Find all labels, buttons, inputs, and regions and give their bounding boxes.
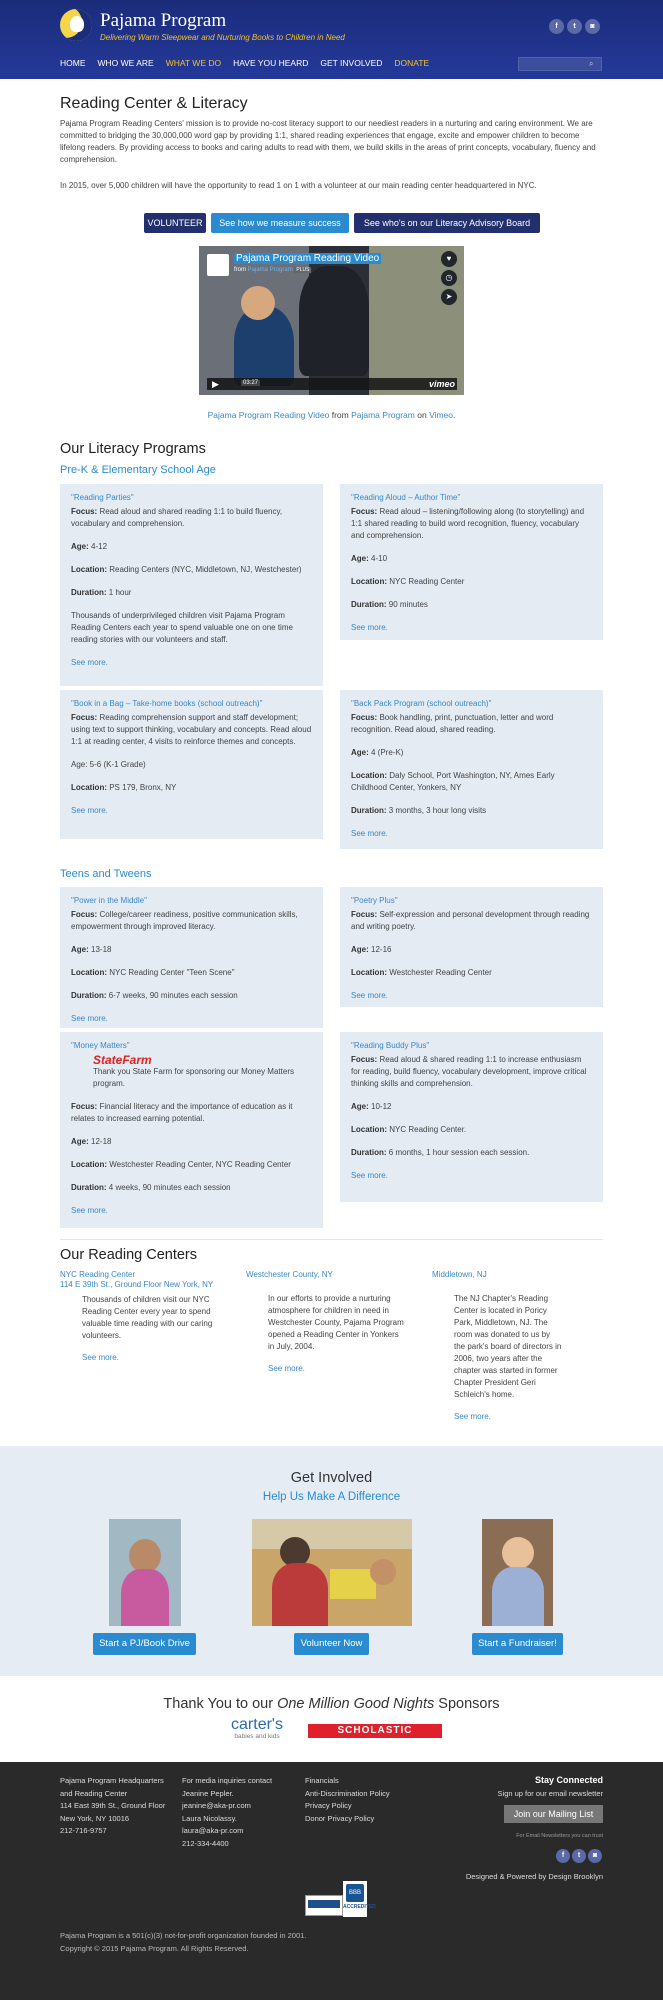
see-more-link[interactable]: See more. xyxy=(454,1412,491,1421)
facebook-icon[interactable]: f xyxy=(556,1849,570,1863)
charity-navigator-badge[interactable] xyxy=(305,1895,343,1916)
program-location: Location: NYC Reading Center "Teen Scene" xyxy=(71,968,235,977)
program-age: Age: 12-18 xyxy=(71,1137,112,1146)
center-middletown xyxy=(432,1270,612,1423)
instagram-icon[interactable]: ◙ xyxy=(588,1849,602,1863)
program-focus: Focus: College/career readiness, positive communication skills, empowerment through improved literacy. xyxy=(71,910,298,931)
program-age: Age: 4 (Pre-K) xyxy=(351,748,404,757)
photo-boy-in-pajamas xyxy=(482,1519,553,1626)
photo-volunteer-reading xyxy=(252,1519,412,1626)
see-more-link[interactable]: See more. xyxy=(351,829,388,838)
program-duration: Duration: 90 minutes xyxy=(351,600,428,609)
program-card-reading-aloud xyxy=(340,484,603,640)
center-name[interactable]: NYC Reading Center xyxy=(60,1270,136,1279)
program-focus: Focus: Read aloud – listening/following along (to storytelling) and 1:1 shared reading to build word recognition, fluency, vocabulary and comprehension. xyxy=(351,507,585,540)
volunteer-button[interactable]: VOLUNTEER xyxy=(144,213,206,233)
program-title[interactable]: "Reading Parties" xyxy=(71,493,134,502)
program-focus: Focus: Book handling, print, punctuation, letter and word recognition. Read aloud, shared reading. xyxy=(351,713,554,734)
center-description: Thousands of children visit our NYC Reading Center every year to spend valuable time reading with our caring volunteers. xyxy=(82,1295,213,1340)
program-focus: Focus: Read aloud & shared reading 1:1 to increase enthusiasm for reading, build fluency, vocabulary development, improve critical thinking skills and comprehension. xyxy=(351,1055,587,1088)
program-title[interactable]: "Reading Buddy Plus" xyxy=(351,1041,430,1050)
see-more-link[interactable]: See more. xyxy=(351,991,388,1000)
bbb-badge[interactable]: BBB ACCREDITED xyxy=(343,1881,367,1917)
program-duration: Duration: 6-7 weeks, 90 minutes each session xyxy=(71,991,238,1000)
prek-subtitle: Pre-K & Elementary School Age xyxy=(60,464,216,476)
nav-what-we-do[interactable]: WHAT WE DO xyxy=(165,58,222,68)
footer-policies xyxy=(305,1775,390,1825)
site-tagline: Delivering Warm Sleepwear and Nurturing Books to Children in Need xyxy=(100,33,345,42)
centers-title: Our Reading Centers xyxy=(60,1247,198,1263)
see-more-link[interactable]: See more. xyxy=(71,806,108,815)
caption-end: . xyxy=(453,410,456,420)
anti-discrimination-link[interactable]: Anti-Discrimination Policy xyxy=(305,1788,390,1798)
center-name[interactable]: Westchester County, NY xyxy=(246,1270,333,1279)
program-extra: Thousands of underprivileged children visit Pajama Program Reading Centers each year to spend valuable one on one time reading stories with our volunteers and staff. xyxy=(71,611,293,644)
program-card-reading-buddy-plus xyxy=(340,1032,603,1202)
center-description: In our efforts to provide a nurturing atmosphere for children in need in Westchester County, Pajama Program opened a Reading Center in Yonkers in July, 2004. xyxy=(268,1294,404,1351)
program-card-back-pack xyxy=(340,690,603,849)
join-mailing-list-button[interactable]: Join our Mailing List xyxy=(504,1805,603,1823)
footer-address: Pajama Program Headquarters and Reading Center 114 East 39th St., Ground Floor New York, NY 10016 212-716-9757 xyxy=(60,1776,166,1835)
center-nyc xyxy=(60,1270,240,1364)
video-child-head xyxy=(241,286,275,320)
caption-video-link[interactable]: Pajama Program Reading Video xyxy=(207,410,330,420)
caption-owner-link[interactable]: Pajama Program xyxy=(351,410,415,420)
see-more-link[interactable]: See more. xyxy=(71,658,108,667)
designed-by-credit[interactable]: Designed & Powered by Design Brooklyn xyxy=(465,1872,603,1881)
video-from-label: from xyxy=(234,267,246,273)
heart-icon[interactable]: ♥ xyxy=(441,251,457,267)
program-card-money-matters xyxy=(60,1032,323,1228)
program-focus: Focus: Financial literacy and the importance of education as it relates to increased earning potential. xyxy=(71,1102,293,1123)
program-duration: Duration: 1 hour xyxy=(71,588,132,597)
video-channel-logo[interactable] xyxy=(207,254,229,276)
program-age: Age: 10-12 xyxy=(351,1102,392,1111)
teens-subtitle: Teens and Tweens xyxy=(60,868,152,880)
footer-media-contacts: For media inquiries contact Jeanine Pepler. jeanine@aka-pr.com Laura Nicolassy. laura@aka-pr.com 212-334-4400 xyxy=(182,1776,273,1848)
start-fundraiser-button[interactable]: Start a Fundraiser! xyxy=(472,1633,563,1655)
video-title[interactable]: Pajama Program Reading Video xyxy=(236,253,380,264)
sponsor-thanks: Thank you State Farm for sponsoring our Money Matters program. xyxy=(93,1067,294,1088)
program-title[interactable]: "Back Pack Program (school outreach)" xyxy=(351,699,492,708)
instagram-icon[interactable]: ◙ xyxy=(585,19,600,34)
financials-link[interactable]: Financials xyxy=(305,1776,339,1785)
program-location: Location: Reading Centers (NYC, Middletown, NJ, Westchester) xyxy=(71,565,302,574)
program-location: Location: NYC Reading Center xyxy=(351,577,465,586)
email-link[interactable]: laura@aka-pr.com xyxy=(182,1826,244,1835)
program-title[interactable]: "Poetry Plus" xyxy=(351,896,398,905)
program-location: Location: Daly School, Port Washington, NY, Ames Early Childhood Center, Yonkers, NY xyxy=(351,771,555,792)
caption-from: from xyxy=(329,410,352,420)
program-duration: Duration: 4 weeks, 90 minutes each session xyxy=(71,1183,231,1192)
get-involved-title: Get Involved xyxy=(290,1470,373,1486)
video-plus-badge: PLUS xyxy=(296,267,310,273)
twitter-icon[interactable]: t xyxy=(567,19,582,34)
program-card-book-in-a-bag xyxy=(60,690,323,839)
stay-connected-title: Stay Connected xyxy=(534,1775,603,1785)
main-nav xyxy=(60,55,429,71)
statefarm-logo[interactable]: StateFarm xyxy=(93,1053,152,1067)
program-age: Age: 4-12 xyxy=(71,542,108,551)
program-focus: Focus: Read aloud and shared reading 1:1 to build fluency, vocabulary and comprehension. xyxy=(71,507,283,528)
volunteer-now-button[interactable]: Volunteer Now xyxy=(294,1633,369,1655)
program-card-reading-parties xyxy=(60,484,323,686)
program-age: Age: 4-10 xyxy=(351,554,388,563)
vimeo-logo[interactable]: vimeo xyxy=(429,379,456,389)
nonprofit-notice: Pajama Program is a 501(c)(3) not-for-profit organization founded in 2001. xyxy=(60,1931,307,1940)
center-description: The NJ Chapter's Reading Center is located in Poricy Park, Middletown, NJ. The room was donated to us by the park's board of directors in 2006, two years after the chapter was started in former Chapter President Geri Schleich's home. xyxy=(454,1294,562,1399)
program-focus: Focus: Reading comprehension support and staff development; using text to support thinking, vocabulary and concepts. Read aloud 1:1 at reading center, 4 visits to reinforce themes and concepts. xyxy=(71,713,312,746)
center-name[interactable]: Middletown, NJ xyxy=(432,1270,487,1279)
program-focus: Focus: Self-expression and personal development through reading and writing poetry. xyxy=(351,910,590,931)
see-more-link[interactable]: See more. xyxy=(268,1364,305,1373)
share-icon[interactable]: ➤ xyxy=(441,289,457,305)
video-wall xyxy=(369,246,464,395)
get-involved-subtitle: Help Us Make A Difference xyxy=(262,1491,401,1503)
nav-home[interactable]: HOME xyxy=(60,58,86,68)
advisory-board-button[interactable]: See who's on our Literacy Advisory Board xyxy=(354,213,540,233)
video-byline xyxy=(234,267,311,273)
see-more-link[interactable]: See more. xyxy=(71,1014,108,1023)
program-title[interactable]: "Power in the Middle" xyxy=(71,896,147,905)
program-duration: Duration: 6 months, 1 hour session each session. xyxy=(351,1148,530,1157)
see-more-link[interactable]: See more. xyxy=(351,623,388,632)
caption-on: on xyxy=(414,410,430,420)
divider xyxy=(60,1239,603,1240)
center-westchester xyxy=(246,1270,426,1375)
email-link[interactable]: jeanine@aka-pr.com xyxy=(182,1801,251,1810)
twitter-icon[interactable]: t xyxy=(572,1849,586,1863)
video-time: 03:27 xyxy=(243,380,259,386)
program-age: Age: 13-18 xyxy=(71,945,112,954)
copyright-notice: Copyright © 2015 Pajama Program. All Rights Reserved. xyxy=(60,1944,249,1953)
measure-success-button[interactable]: See how we measure success xyxy=(211,213,349,233)
privacy-policy-link[interactable]: Privacy Policy xyxy=(305,1801,352,1810)
program-card-power-in-the-middle xyxy=(60,887,323,1028)
scholastic-logo[interactable]: SCHOLASTIC xyxy=(308,1724,442,1738)
search-icon[interactable]: ⌕ xyxy=(589,59,594,68)
donor-privacy-link[interactable]: Donor Privacy Policy xyxy=(305,1813,375,1823)
page-title: Reading Center & Literacy xyxy=(60,95,248,112)
newsletter-signup-text: Sign up for our email newsletter xyxy=(497,1789,603,1798)
facebook-icon[interactable]: f xyxy=(549,19,564,34)
see-more-link[interactable]: See more. xyxy=(351,1171,388,1180)
video-from-name[interactable]: Pajama Program xyxy=(247,267,293,273)
see-more-link[interactable]: See more. xyxy=(82,1353,119,1362)
video-controls xyxy=(207,378,457,390)
program-duration: Duration: 3 months, 3 hour long visits xyxy=(351,806,487,815)
caption-vimeo-link[interactable]: Vimeo xyxy=(429,410,454,420)
intro-paragraph-2: In 2015, over 5,000 children will have the opportunity to read 1 on 1 with a volunteer at our main reading center headquartered in NYC. xyxy=(60,181,537,190)
play-icon[interactable]: ▶ xyxy=(212,379,219,389)
program-age: Age: 5-6 (K-1 Grade) xyxy=(71,760,146,769)
pj-book-drive-button[interactable]: Start a PJ/Book Drive xyxy=(93,1633,196,1655)
photo-girl-with-pajamas xyxy=(109,1519,181,1626)
child-logo-icon xyxy=(70,16,84,32)
program-location: Location: Westchester Reading Center, NYC Reading Center xyxy=(71,1160,291,1169)
program-title[interactable]: "Book in a Bag – Take-home books (school outreach)" xyxy=(71,699,263,708)
clock-icon[interactable]: ◷ xyxy=(441,270,457,286)
nav-who-we-are[interactable]: WHO WE ARE xyxy=(97,58,154,68)
sponsors-title: Thank You to our One Million Good Nights Sponsors xyxy=(163,1696,500,1712)
program-age: Age: 12-16 xyxy=(351,945,392,954)
programs-title: Our Literacy Programs xyxy=(60,441,206,457)
program-title[interactable]: "Reading Aloud – Author Time" xyxy=(351,493,461,502)
program-location: Location: NYC Reading Center. xyxy=(351,1125,467,1134)
nav-have-you-heard[interactable]: HAVE YOU HEARD xyxy=(233,58,309,68)
see-more-link[interactable]: See more. xyxy=(71,1206,108,1215)
nav-get-involved[interactable]: GET INVOLVED xyxy=(320,58,383,68)
carters-logo[interactable]: carter's babies and kids xyxy=(231,1716,283,1740)
nav-donate[interactable]: DONATE xyxy=(394,58,430,68)
site-title[interactable]: Pajama Program xyxy=(100,10,227,31)
video-player[interactable] xyxy=(199,246,464,395)
video-caption xyxy=(60,410,603,420)
center-address[interactable]: 114 E 39th St., Ground Floor New York, NY xyxy=(60,1280,214,1289)
program-location: Location: PS 179, Bronx, NY xyxy=(71,783,177,792)
video-adult-figure xyxy=(299,266,369,376)
intro-paragraph: Pajama Program Reading Centers' mission is to provide no-cost literacy support to our neediest readers in a nurturing and caring environment. We are committed to bridging the 30,000,000 word gap by providing 1:1, shared reading experiences that engage, excite and empower children to become lifelong readers. By providing access to books and caring adults to read with them, we build skills in the areas of print concepts, vocabulary, fluency and comprehension. xyxy=(60,119,596,164)
program-title[interactable]: "Money Matters" xyxy=(71,1041,130,1050)
program-card-poetry-plus xyxy=(340,887,603,1007)
program-location: Location: Westchester Reading Center xyxy=(351,968,492,977)
newsletter-note: For Email Newsletters you can trust xyxy=(516,1833,603,1839)
